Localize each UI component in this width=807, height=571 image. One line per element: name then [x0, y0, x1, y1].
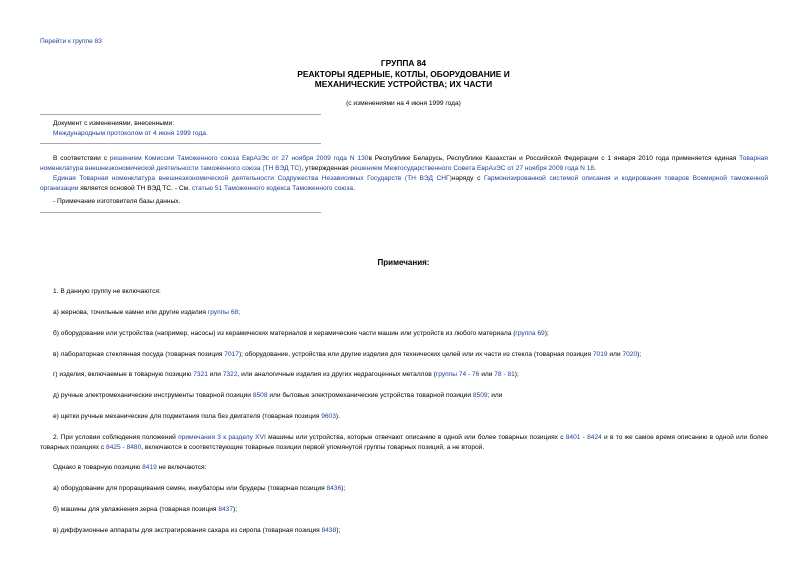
database-note: - Примечание изготовителя базы данных. — [53, 198, 181, 205]
goto-group-83-link[interactable]: Перейти к группе 83 — [40, 38, 102, 45]
group-title-line-2: МЕХАНИЧЕСКИЕ УСТРОЙСТВА; ИХ ЧАСТИ — [314, 79, 493, 89]
intro-paragraph-1: В соответствии с решением Комиссии Таможенного союза ЕврАзЭс от 27 ноября 2009 года N 130в Республике Беларусь, Республике Казахстан и Российской Федерации с 1 января 2010 года применяется единая Товарная номенклатура внешнеэкономической деятельности таможенного союза (ТН ВЭД ТС), утвержденная решением Межгосударственного Совета ЕврАзЭС от 27 ноября 2009 года N 18. — [40, 155, 768, 172]
heading-8438-link[interactable]: 8438 — [321, 527, 337, 534]
heading-7017-link[interactable]: 7017 — [224, 351, 239, 358]
group-title-line-1: РЕАКТОРЫ ЯДЕРНЫЕ, КОТЛЫ, ОБОРУДОВАНИЕ И — [297, 69, 510, 79]
note-1-item-e: е) щетки ручные механические для подметания пола без двигателя (товарная позиция 9603). — [53, 413, 340, 420]
changes-box-top-rule — [40, 114, 321, 115]
heading-7020-link[interactable]: 7020 — [622, 351, 638, 358]
heading-8509-link[interactable]: 8509 — [472, 392, 488, 399]
note-1-item-v: в) лабораторная стеклянная посуда (товарная позиция 7017); оборудование, устройства или другие изделия для технических целей или их части из стекла (товарная позиция 7019 или 7020); — [53, 351, 642, 358]
interstate-council-decision-link[interactable]: решением Межгосударственного Совета ЕврАзЭС от 27 ноября 2009 года N 18 — [350, 165, 595, 172]
note-1-item-b: б) оборудование или устройства (например, насосы) из керамических материалов и керамические части машин или устройств из любого материала (группа 69); — [53, 330, 549, 337]
changes-subtitle: (с изменениями на 4 июня 1999 года) — [346, 100, 461, 107]
note-1-item-a: а) жернова, точильные камни или другие изделия группы 68; — [53, 309, 240, 316]
heading-7322-link[interactable]: 7322 — [222, 371, 238, 378]
note-2: 2. При условии соблюдения положений примечания 3 к разделу XVI машины или устройства, которые отвечают описанию в одной или более товарных позициях с 8401 - 8424 и в то же самое время описанию в одной или более товарных позициях с 8425 - 8480, включаются в соответствующие товарные позиции первой упомянутой группы товарных позиций, а не второй. — [40, 434, 768, 451]
heading-7321-link[interactable]: 7321 — [193, 371, 208, 378]
heading-8419-link[interactable]: 8419 — [142, 464, 157, 471]
note-2-item-a: а) оборудование для проращивания семян, инкубаторы или брудеры (товарная позиция 8436); — [53, 485, 346, 492]
note-2-item-v: в) диффузионные аппараты для экстрагирования сахара из сиропа (товарная позиция 8438); — [53, 527, 341, 534]
notes-title: Примечания: — [377, 258, 430, 267]
changes-box-bottom-rule — [40, 143, 321, 144]
group-number-heading: ГРУППА 84 — [380, 58, 427, 68]
tn-ved-sng-link[interactable]: Единая Товарная номенклатура внешнеэкономической деятельности Содружества Независимых Государств (ТН ВЭД СНГ) — [53, 175, 452, 182]
headings-8425-8480-link[interactable]: 8425 - 8480 — [106, 444, 142, 451]
headings-8401-8424-link[interactable]: 8401 - 8424 — [565, 434, 602, 441]
tn-ved-ts-link[interactable]: Товарная номенклатура внешнеэкономической деятельности таможенного союза (ТН ВЭД ТС) — [40, 155, 768, 172]
heading-8508-link[interactable]: 8508 — [252, 392, 268, 399]
note-1-item-g: г) изделия, включаемые в товарную позицию 7321 или 7322, или аналогичные изделия из других недрагоценных металлов (группы 74 - 76 или 78 - 81); — [53, 371, 519, 378]
group-68-link[interactable]: группы 68 — [207, 309, 239, 316]
group-69-link[interactable]: группа 69 — [515, 330, 545, 337]
heading-8437-link[interactable]: 8437 — [218, 506, 234, 513]
customs-commission-decision-link[interactable]: решением Комиссии Таможенного союза ЕврАзЭс от 27 ноября 2009 года N 130 — [109, 155, 369, 162]
customs-code-article-link[interactable]: статью 51 Таможенного кодекса Таможенного союза — [191, 185, 354, 192]
harmonized-system-link[interactable]: Гармонизированной системой описания и кодирования товаров Всемирной таможенной организации — [40, 175, 768, 192]
intro-paragraph-2: Единая Товарная номенклатура внешнеэкономической деятельности Содружества Независимых Государств (ТН ВЭД СНГ)наряду с Гармонизированной системой описания и кодирования товаров Всемирной таможенной организации является основой ТН ВЭД ТС. - См. статью 51 Таможенного кодекса Таможенного союза. — [40, 175, 768, 192]
heading-8436-link[interactable]: 8436 — [326, 485, 342, 492]
note-1-item-d: д) ручные электромеханические инструменты товарной позиции 8508 или бытовые электромеханические устройства товарной позиции 8509; или — [53, 392, 503, 399]
note-2-item-b: б) машины для увлажнения зерна (товарная позиция 8437); — [53, 506, 238, 513]
section-xvi-note-3-link[interactable]: примечания 3 к разделу XVI — [178, 434, 266, 441]
heading-7019-link[interactable]: 7019 — [592, 351, 608, 358]
protocol-link[interactable]: Международным протоколом от 4 июня 1999 года. — [53, 130, 208, 137]
groups-78-81-link[interactable]: 78 - 81 — [494, 371, 515, 378]
note-1: 1. В данную группу не включаются: — [53, 288, 161, 295]
changes-box-label: Документ с изменениями, внесенными: — [53, 120, 175, 127]
intro-bottom-rule — [40, 212, 321, 213]
heading-9603-link[interactable]: 9603 — [321, 413, 336, 420]
note-2-however: Однако в товарную позицию 8419 не включаются: — [53, 464, 207, 471]
groups-74-76-link[interactable]: группы 74 - 76 — [435, 371, 480, 378]
